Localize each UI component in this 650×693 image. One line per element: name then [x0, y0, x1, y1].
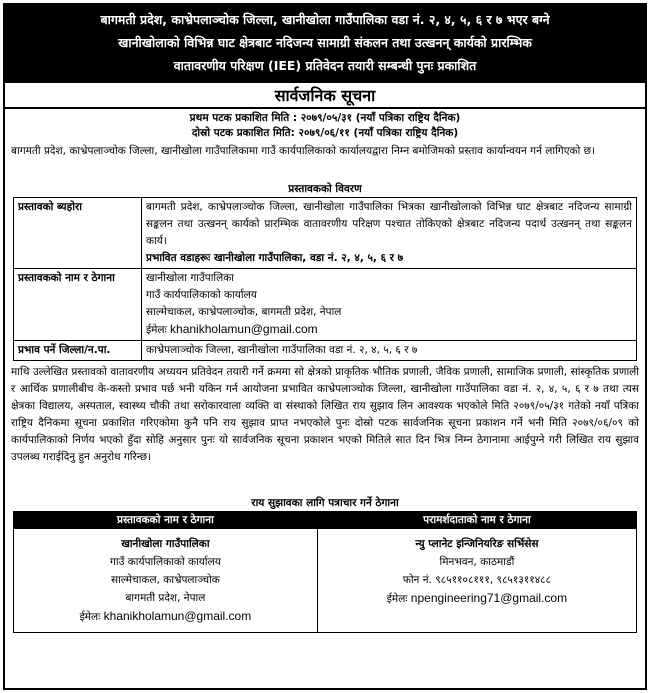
- consultant-email-line: [318, 589, 636, 608]
- second-publication-date: दोस्रो पटक प्रकाशित मिति: २०७९/०६/११ (नयाँ पत्रिका राष्ट्रिय दैनिक): [191, 127, 459, 139]
- email-label: ईमेलः: [79, 611, 101, 623]
- consultant-phone: फोन नं. ९८५११०८१११, ९८५१३११४८८: [402, 574, 552, 586]
- affected-district-value: काभ्रेपलाञ्चोक जिल्ला, खानीखोला गाउँपालिका वडा नं. २, ४, ५, ६ र ७: [142, 341, 637, 361]
- table-row: [14, 198, 637, 269]
- header-line-3: वातावरणीय परिक्षण (IEE) प्रतिवेदन तयारी सम्बन्धी पुनः प्रकाशित: [173, 58, 477, 73]
- proponent-name: खानीखोला गाउँपालिका: [146, 272, 235, 284]
- consultant-heading: परामर्शदाताको नाम र ठेगाना: [317, 512, 636, 529]
- proponent-office: गाउँ कार्यपालिकाको कार्यालय: [146, 289, 257, 301]
- body-paragraph: माथि उल्लेखित प्रस्तावको वातावरणीय अध्ययन प्रतिवेदन तयारी गर्ने क्रममा सो क्षेत्रको प्राकृतिक भौतिक प्रणाली, जैविक प्रणाली, सामाजिक प्रणाली, सांस्कृतिक प्रणाली र आर्थिक प्रणालीबीच के-कस्तो प्रभाव पर्छ भनी यकिन गर्न आयोजना प्रभावित काभ्रेपलाञ्चोक जिल्ला, खानीखोला गाउँपालिका वडा नं. २, ४, ५, ६ र ७ तथा त्यस क्षेत्रका विद्यालय, अस्पताल, स्वास्थ्य चौकी तथा सरोकारवाला व्यक्ति वा संस्थाको लिखित राय सुझाव लिन आवश्यक भएकोले मिति २०७९/०५/३१ गतेको नयाँ पत्रिका राष्ट्रिय दैनिकमा सूचना प्रकाशित गरिएकोमा कुनै पनि राय सुझाव प्राप्त नभएकोले पुनः दोस्रो पटक सार्वजनिक सूचना प्रकाशन गर्ने भनी मिति २०७९/०६/०९ को कार्यपालिकाको निर्णय भएको हुँदा सोहि अनुसार पुनः यो सार्वजनिक सूचना प्रकाशन भएको मितिले सात दिन भित्र निम्न ठेगानामा आईपुग्ने गरी लिखित राय सुझाव उपलब्ध गराईदिनु हुन अनुरोध गरिन्छ।: [11, 366, 639, 463]
- header-line-1: बागमती प्रदेश, काभ्रेपलाञ्चोक जिल्ला, खानीखोला गाउँपालिका वडा नं. २, ४, ५, ६ र ७ भएर बग्ने: [100, 12, 550, 27]
- table-row: [14, 529, 637, 633]
- proposal-details-table: [13, 197, 637, 361]
- proponent-contact-name: खानीखोला गाउँपालिका: [121, 538, 210, 550]
- notice-subtitle: सार्वजनिक सूचना: [5, 83, 645, 109]
- proponent-contact-province: बागमती प्रदेश, नेपाल: [125, 592, 206, 604]
- consultant-address: मिनभवन, काठमाडौं: [439, 556, 515, 568]
- email-label: ईमेलः: [386, 593, 408, 605]
- proponent-email-line: [146, 321, 632, 339]
- table-header-row: [14, 512, 637, 529]
- notice-header: [5, 5, 645, 83]
- first-publication-date: प्रथम पटक प्रकाशित मिति : २०७९/०५/३१ (नयाँ पत्रिका राष्ट्रिय दैनिक): [189, 112, 461, 124]
- proponent-heading: प्रस्तावकको नाम र ठेगाना: [14, 512, 318, 529]
- proponent-email: khanikholamun@gmail.com: [170, 322, 318, 336]
- contacts-table: [13, 511, 637, 633]
- proponent-contact-cell: [14, 529, 318, 633]
- public-notice: [3, 3, 647, 690]
- table-row: [14, 269, 637, 341]
- proponent-contact-email: khanikholamun@gmail.com: [103, 609, 252, 623]
- proposal-description-text: बागमती प्रदेश, काभ्रेपलाञ्चोक जिल्ला, खानीखोला गाउँपालिका भित्रका खानीखोलाको विभिन्न घाट क्षेत्रबाट नदिजन्य सामाग्री सङ्कलन तथा उत्खनन् कार्यको प्रारम्भिक वातावरणीय परिक्षण पश्चात तोकिएको क्षेत्रबाट नदिजन्य पदार्थ उत्खनन् तथा सङ्कलन कार्य।: [146, 201, 632, 247]
- proponent-contact-email-line: [14, 607, 317, 626]
- proponent-address: साल्मेचाकल, काभ्रेपलाञ्चोक, बागमती प्रदेश, नेपाल: [146, 306, 342, 318]
- proponent-contact-office: गाउँ कार्यपालिकाको कार्यालय: [110, 556, 221, 568]
- intro-paragraph: बागमती प्रदेश, काभ्रेपलाञ्चोक जिल्ला, खानीखोला गाउँपालिकामा गाउँ कार्यपालिकाको कार्यालयद्वारा निम्न बमोजिमको प्रस्ताव कार्यान्वयन गर्न लागिएको छ।: [11, 145, 595, 157]
- consultant-contact-cell: [317, 529, 636, 633]
- proponent-name-label: प्रस्तावकको नाम र ठेगाना: [14, 269, 142, 341]
- table-row: [14, 341, 637, 361]
- consultant-name: न्यु प्लानेट इन्जिनियरिङ सर्भिसेस: [415, 538, 539, 550]
- details-section-title: प्रस्तावकको विवरण: [288, 183, 362, 195]
- proponent-name-cell: [142, 269, 637, 341]
- proposal-description-label: प्रस्तावको ब्यहोरा: [14, 198, 142, 269]
- affected-district-label: प्रभाव पर्ने जिल्ला/न.पा.: [14, 341, 142, 361]
- correspondence-title: राय सुझावका लागि पत्राचार गर्ने ठेगाना: [251, 497, 399, 509]
- consultant-email: npengineering71@gmail.com: [410, 591, 568, 605]
- header-line-2: खानीखोलाको विभिन्न घाट क्षेत्रबाट नदिजन्य सामाग्री संकलन तथा उत्खनन् कार्यको प्रारम्भिक: [118, 35, 532, 50]
- affected-wards-text: प्रभावित वडाहरूः खानीखोला गाउँपालिका, वडा नं. २, ४, ५, ६ र ७: [146, 252, 404, 264]
- proponent-contact-address: साल्मेचाकल, काभ्रेपलाञ्चोक: [111, 574, 220, 586]
- email-label: ईमेलः: [146, 324, 167, 336]
- publication-dates: [5, 109, 645, 141]
- proposal-description-cell: [142, 198, 637, 269]
